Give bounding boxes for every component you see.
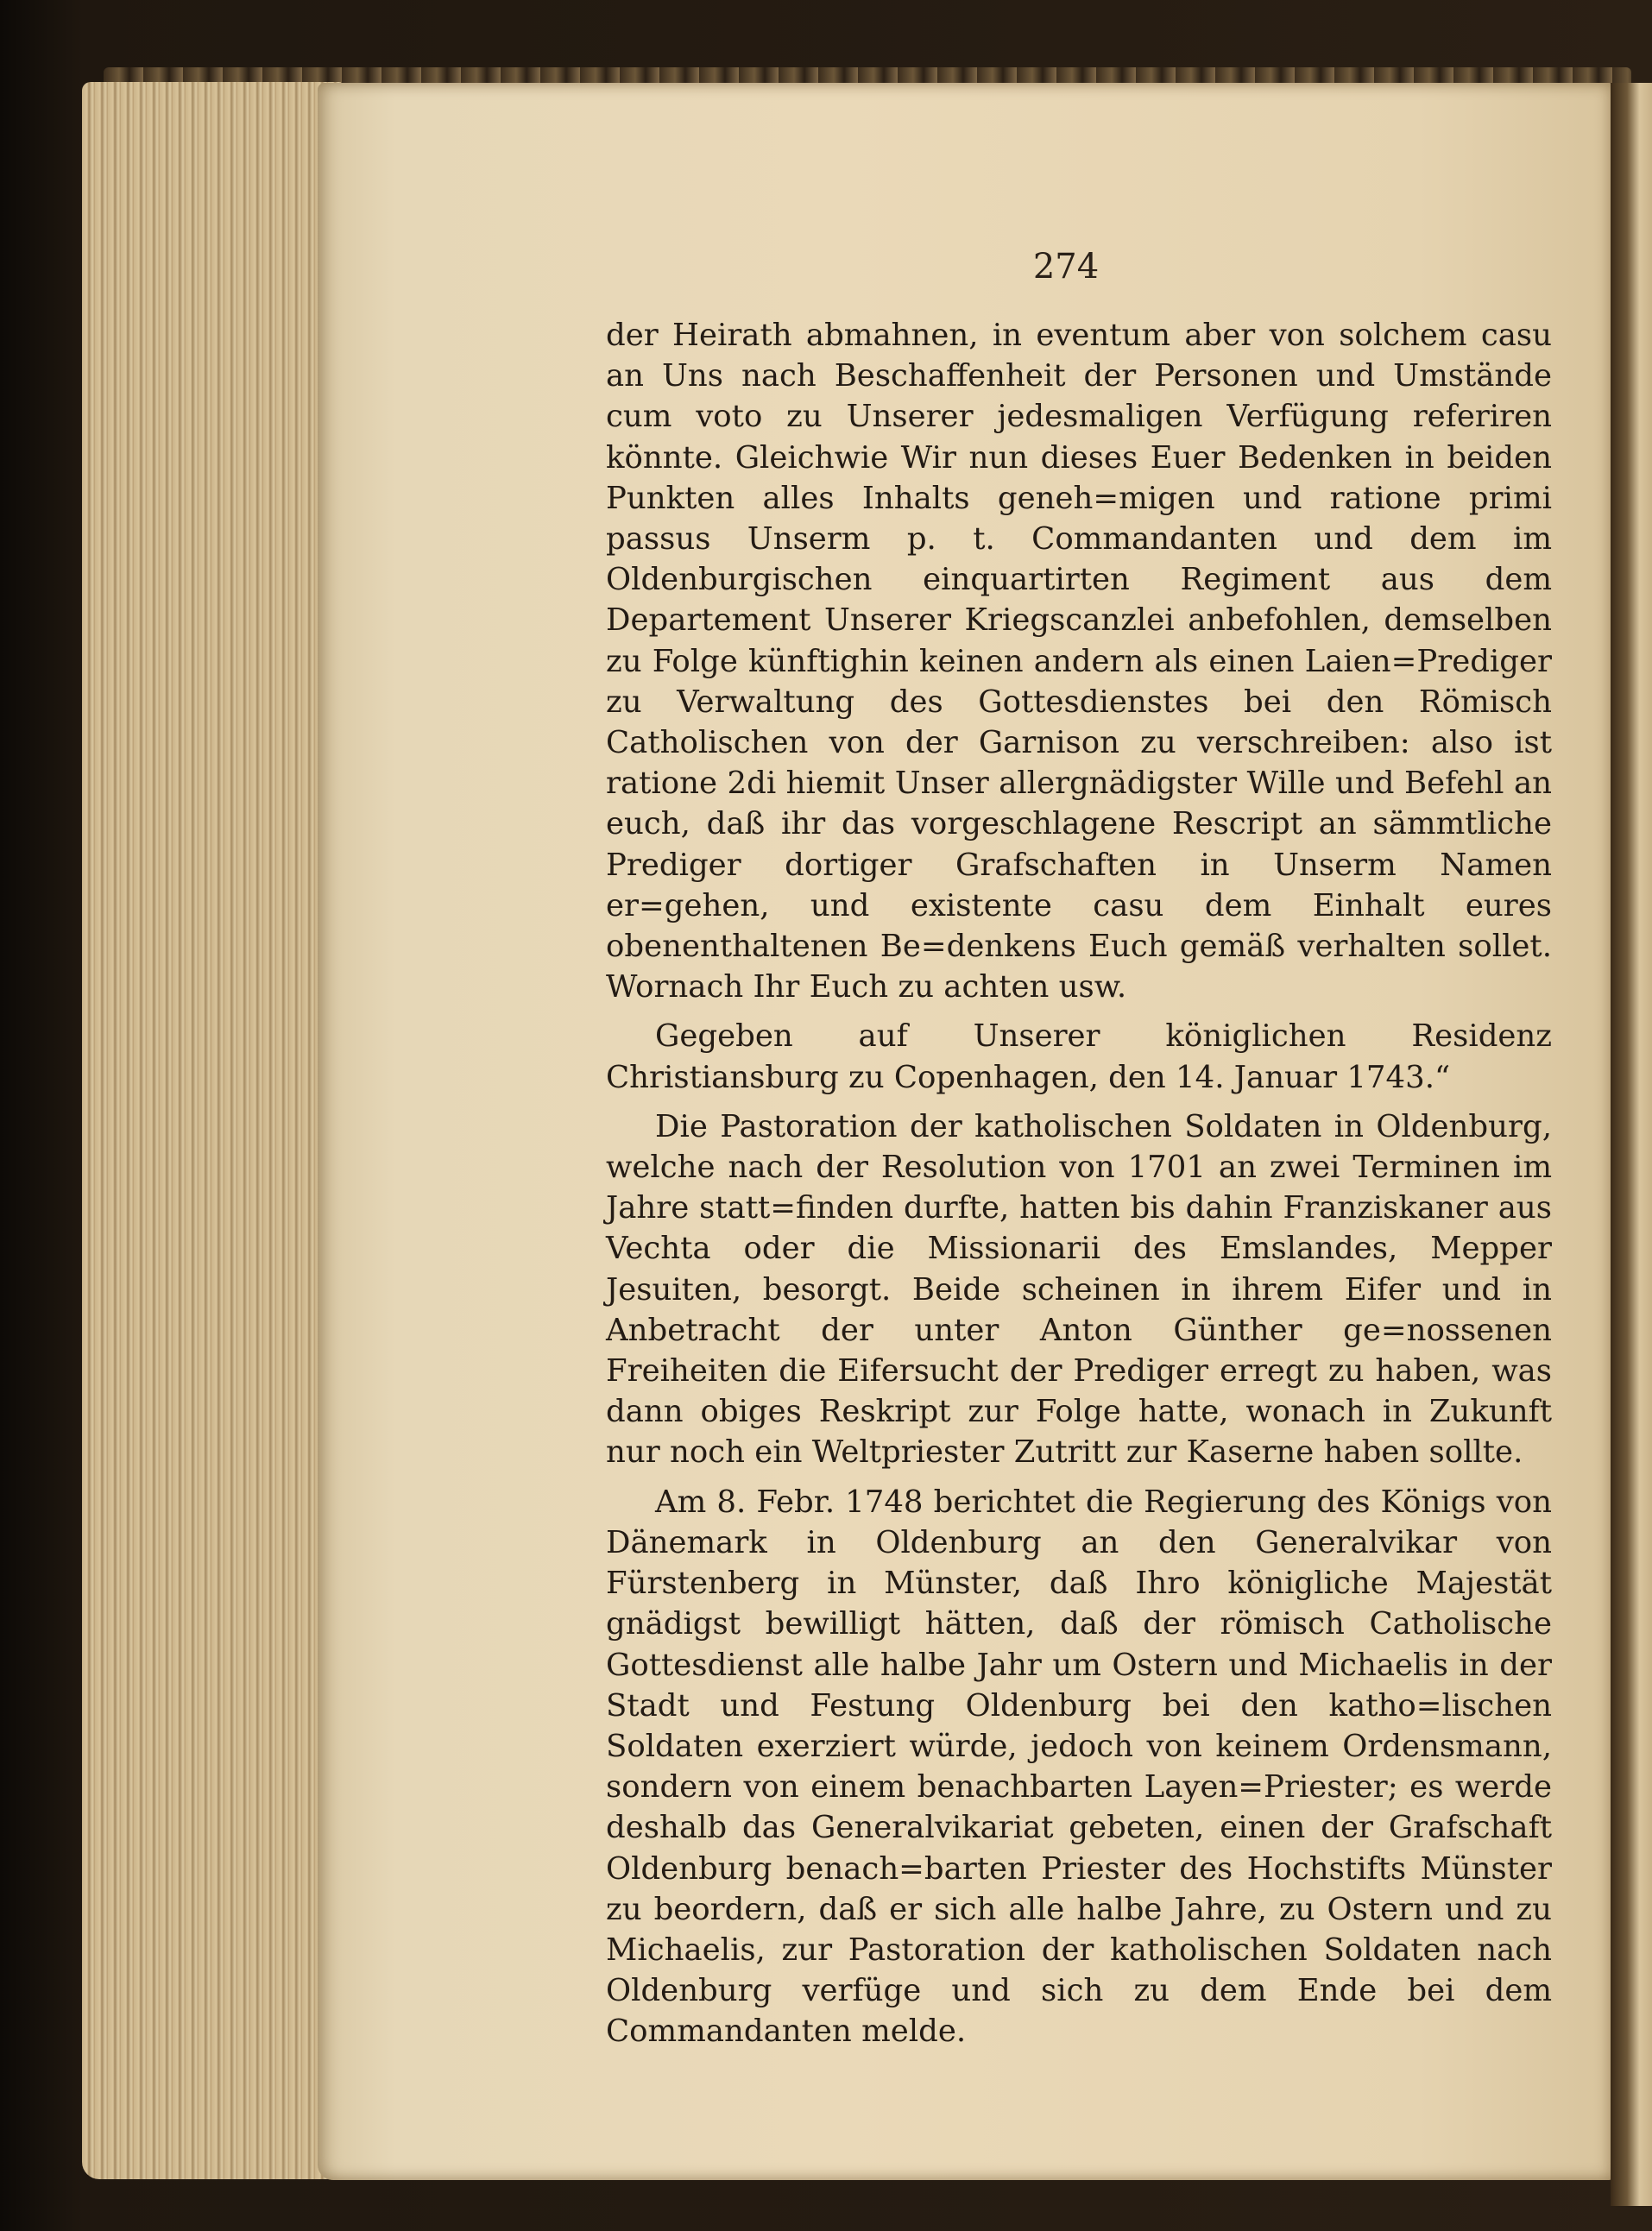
book-gutter <box>1611 83 1652 2206</box>
paragraph-2: Gegeben auf Unserer königlichen Residenz Christiansburg zu Copenhagen, den 14. Januar 1743.“ <box>606 1018 1552 1095</box>
paragraph-3: Die Pastoration der katholischen Soldaten in Oldenburg, welche nach der Resolution von 1701 an zwei Terminen im Jahre statt=finden durfte, hatten bis dahin Franziskaner aus Vechta oder die Missionarii des Emslandes, Mepper Jesuiten, besorgt. Beide scheinen in ihrem Eifer und in Anbetracht der unter Anton Günther ge=nossenen Freiheiten die Eifersucht der Prediger erregt zu haben, was dann obiges Reskript zur Folge hatte, wonach in Zukunft nur noch ein Weltpriester Zutritt zur Kaserne haben sollte. <box>606 1108 1552 1471</box>
page-number: 274 <box>1032 247 1100 287</box>
paragraph-1: der Heirath abmahnen, in eventum aber von solchem casu an Uns nach Beschaffenheit der Personen und Umstände cum voto zu Unserer jedesmaligen Verfügung referiren könnte. Gleichwie Wir nun dieses Euer Bedenken in beiden Punkten alles Inhalts geneh=migen und ratione primi passus Unserm p. t. Commandanten und dem im Oldenburgischen einquartirten Regiment aus dem Departement Unserer Kriegscanzlei anbefohlen, demselben zu Folge künftighin keinen andern als einen Laien=Prediger zu Verwaltung des Gottesdienstes bei den Römisch Catholischen von der Garnison zu verschreiben: also ist ratione 2di hiemit Unser allergnädigster Wille und Befehl an euch, daß ihr das vorgeschlagene Rescript an sämmtliche Prediger dortiger Grafschaften in Unserm Namen er=gehen, und existente casu dem Einhalt eures obenenthaltenen Be=denkens Euch gemäß verhalten sollet. Wornach Ihr Euch zu achten usw. <box>606 318 1552 1005</box>
page-edges-stack <box>82 82 341 2179</box>
body-text <box>606 315 1552 2052</box>
paragraph-4: Am 8. Febr. 1748 berichtet die Regierung des Königs von Dänemark in Oldenburg an den Generalvikar von Fürstenberg in Münster, daß Ihro königliche Majestät gnädigst bewilligt hätten, daß der römisch Catholische Gottesdienst alle halbe Jahr um Ostern und Michaelis in der Stadt und Festung Oldenburg bei den katho=lischen Soldaten exerziert würde, jedoch von keinem Ordensmann, sondern von einem benachbarten Layen=Priester; es werde deshalb das Generalvikariat gebeten, einen der Grafschaft Oldenburg benach=barten Priester des Hochstifts Münster zu beordern, daß er sich alle halbe Jahre, zu Ostern und zu Michaelis, zur Pastoration der katholischen Soldaten nach Oldenburg verfüge und sich zu dem Ende bei dem Commandanten melde. <box>606 1484 1552 2050</box>
